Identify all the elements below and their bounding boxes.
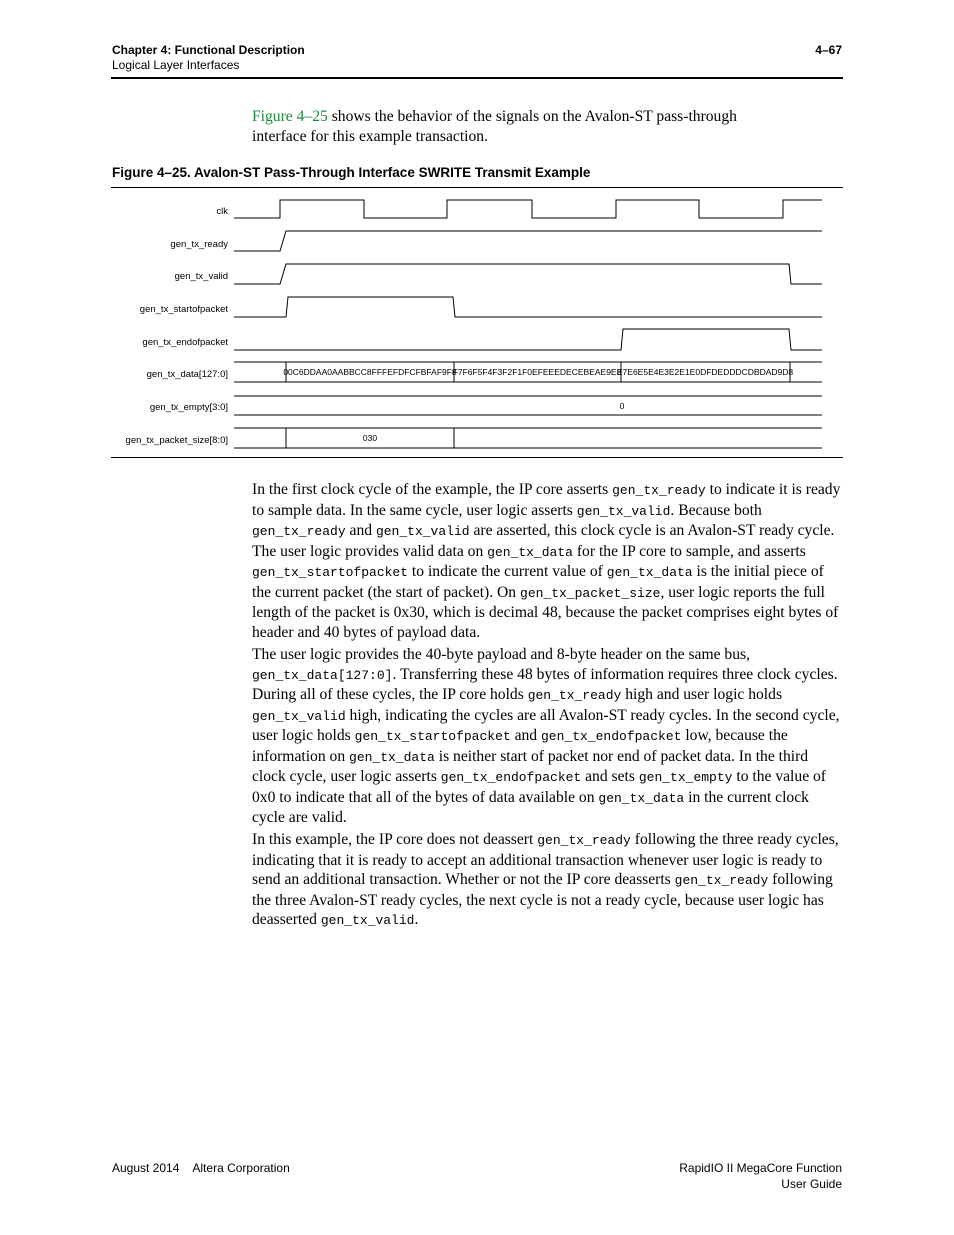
inline-code: gen_tx_ready	[674, 873, 769, 888]
paragraph-text: for the IP core to sample, and asserts	[572, 542, 806, 560]
inline-code: gen_tx_packet_size	[520, 585, 661, 601]
paragraph-text: is neither start of packet nor end of packet data. In the third clock cycle, user logic asserts	[252, 747, 809, 785]
paragraph-text: is the initial piece of the current packet (the start of packet). On	[252, 563, 824, 601]
inline-code: gen_tx_ready	[527, 688, 622, 703]
empty-bus-waveform	[234, 396, 822, 415]
paragraph-text: . Transferring these 48 bytes of information requires three clock cycles. During all of these cycles, the IP core holds	[252, 665, 838, 703]
signal-label-startofpacket: gen_tx_startofpacket	[139, 304, 228, 315]
signal-label-packet-size: gen_tx_packet_size[8:0]	[125, 435, 228, 446]
signal-label-data: gen_tx_data[127:0]	[146, 369, 228, 380]
packet-size-bus-waveform	[234, 428, 822, 448]
inline-code: gen_tx_valid	[252, 708, 346, 724]
inline-code: gen_tx_endofpacket	[440, 770, 582, 785]
inline-code: gen_tx_valid	[375, 524, 470, 539]
startofpacket-waveform	[234, 297, 822, 317]
footer-left	[112, 1160, 290, 1176]
paragraph-text: In the first clock cycle of the example, the IP core asserts	[252, 481, 613, 498]
inline-code: gen_tx_ready	[612, 483, 706, 498]
figure-caption: Figure 4–25. Avalon-ST Pass-Through Interface SWRITE Transmit Example	[112, 165, 591, 180]
paragraph-text: following the three ready cycles, indicating that it is ready to accept an additional transaction whenever user logic is ready to send an additional transaction. Whether or not the IP core deasserts	[252, 831, 839, 888]
empty-value: 0	[619, 401, 625, 411]
paragraph-text: following the three Avalon-ST ready cycles, the next cycle is not a ready cycle, because user logic has deasserted	[252, 871, 833, 928]
intro-paragraph: Figure 4–25 shows the behavior of the signals on the Avalon-ST pass-through interface for this example transaction.	[252, 108, 737, 145]
paragraph-text: in the current clock cycle are valid.	[252, 788, 809, 826]
paragraph-text: are asserted, this clock cycle is an Avalon-ST ready cycle. The user logic provides valid data on	[252, 522, 835, 560]
inline-code: gen_tx_ready	[252, 524, 346, 539]
inline-code: gen_tx_data	[606, 565, 693, 580]
paragraph-text: high, indicating the cycles are all Avalon-ST ready cycles. In the second cycle, user logic holds	[252, 706, 840, 744]
paragraph-text: . Because both	[670, 501, 762, 519]
data-value-1: 00C6DDAA0AABBCC8FFFEFDFCFBFAF9F8	[283, 367, 457, 377]
paragraph-3	[252, 830, 842, 931]
paragraph-text: to indicate the current value of	[408, 563, 607, 580]
inline-code: gen_tx_empty	[638, 770, 733, 785]
inline-code: gen_tx_endofpacket	[541, 729, 682, 744]
footer-date: August 2014	[112, 1161, 180, 1175]
inline-code: gen_tx_startofpacket	[354, 729, 511, 744]
paragraph-text: and sets	[581, 768, 639, 785]
paragraph-text: .	[414, 911, 419, 928]
paragraph-text: The user logic provides the 40-byte payload and 8-byte header on the same bus,	[252, 646, 750, 663]
footer-company: Altera Corporation	[192, 1161, 290, 1175]
paragraph-text: and	[345, 522, 376, 539]
signal-label-clk: clk	[216, 206, 228, 217]
paragraph-2	[252, 645, 842, 828]
valid-waveform	[234, 264, 822, 284]
paragraph-1	[252, 480, 842, 642]
paragraph-text: to the value of 0x0 to indicate that all of the bytes of data available on	[252, 768, 827, 806]
chapter-title: Chapter 4: Functional Description	[112, 43, 305, 57]
inline-code: gen_tx_data	[598, 790, 685, 806]
footer-doc-title: RapidIO II MegaCore Function	[679, 1161, 842, 1175]
figure-link[interactable]: Figure 4–25	[252, 108, 328, 125]
page-number: 4–67	[815, 43, 842, 57]
data-value-3: E7E6E5E4E3E2E1E0DFDEDDDCDBDAD9D8	[616, 367, 794, 377]
inline-code: gen_tx_data	[487, 544, 573, 560]
timing-diagram	[0, 0, 954, 470]
signal-label-ready: gen_tx_ready	[170, 239, 228, 250]
inline-code: gen_tx_startofpacket	[252, 565, 409, 580]
paragraph-text: to indicate it is ready to sample data. In the same cycle, user logic asserts	[252, 481, 841, 519]
signal-label-endofpacket: gen_tx_endofpacket	[142, 337, 228, 348]
footer-right	[679, 1160, 842, 1192]
inline-code: gen_tx_ready	[537, 833, 631, 848]
section-title: Logical Layer Interfaces	[112, 58, 240, 72]
inline-code: gen_tx_valid	[576, 503, 671, 519]
paragraph-text: and	[510, 727, 541, 744]
data-value-2: F7F6F5F4F3F2F1F0EFEEEDECEBEAE9E8	[452, 367, 622, 377]
packet-size-value: 030	[362, 433, 378, 443]
clk-waveform	[234, 200, 822, 218]
inline-code: gen_tx_data[127:0]	[252, 667, 393, 683]
endofpacket-waveform	[234, 329, 822, 350]
paragraph-text: , user logic reports the full length of the packet is 0x30, which is decimal 48, because the packet comprises eight bytes of header and 40 bytes of payload data.	[252, 583, 839, 641]
paragraph-text: high and user logic holds	[621, 686, 783, 703]
ready-waveform	[234, 231, 822, 251]
paragraph-text: In this example, the IP core does not deassert	[252, 831, 538, 848]
paragraph-text: low, because the information on	[252, 727, 788, 765]
inline-code: gen_tx_valid	[320, 913, 415, 928]
inline-code: gen_tx_data	[349, 749, 435, 765]
signal-label-valid: gen_tx_valid	[174, 271, 228, 282]
footer-doc-subtitle: User Guide	[781, 1177, 842, 1191]
signal-label-empty: gen_tx_empty[3:0]	[149, 402, 228, 413]
